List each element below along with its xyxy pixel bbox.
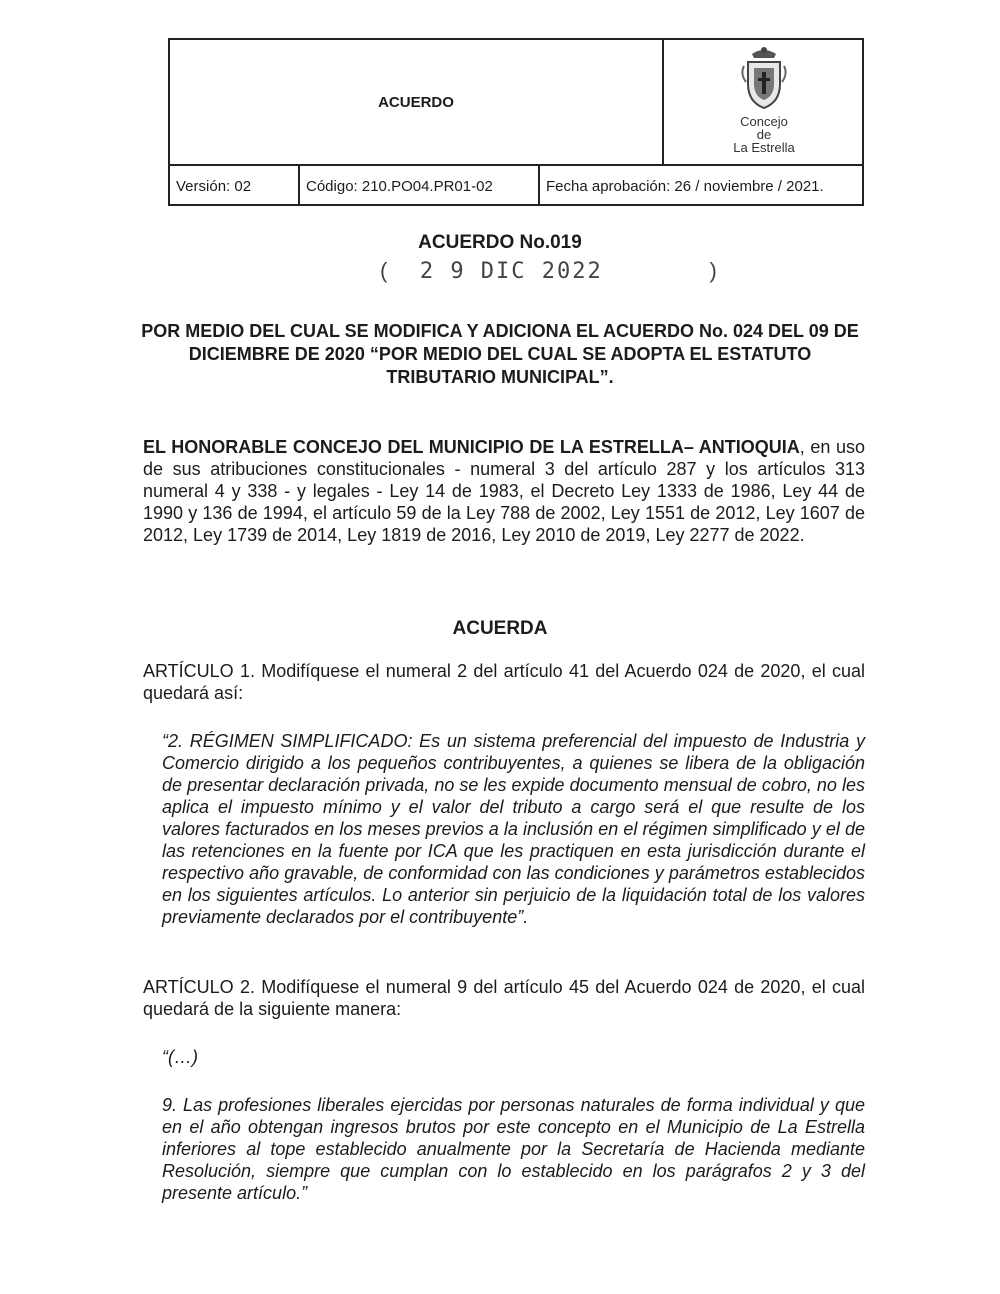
- date-stamp: [380, 258, 719, 284]
- fecha-aprobacion-cell: Fecha aprobación: 26 / noviembre / 2021.: [546, 177, 824, 195]
- articulo-1-quote: “2. RÉGIMEN SIMPLIFICADO: Es un sistema preferencial del impuesto de Industria y Comercio dirigido a los pequeños contribuyentes, a quienes se libera de la obligación de presentar declaración privada, no se les expide documento mensual de cobro, no les aplica el impuesto mínimo y el valor del tributo a cargo será el que resulte de los valores facturados en los meses previos a la inclusión en el régimen simplificado y el de las retenciones en la fuente por ICA que les practiquen en esta jurisdicción durante el respectivo año gravable, de conformidad con las condiciones y parámetros establecidos en los siguientes artículos. Lo anterior sin perjuicio de la liquidación total de los valores previamente declarados por el contribuyente”.: [162, 731, 865, 927]
- coat-of-arms-icon: [734, 44, 794, 110]
- codigo-cell: Código: 210.PO04.PR01-02: [300, 166, 540, 206]
- acuerdo-number: ACUERDO No.019: [418, 232, 582, 253]
- header-meta-row: [170, 166, 862, 206]
- logo-line-1: Concejo: [740, 114, 788, 129]
- articulo-2-ellipsis: “(…): [162, 1047, 198, 1067]
- articulo-1-text: ARTÍCULO 1. Modifíquese el numeral 2 del artículo 41 del Acuerdo 024 de 2020, el cual quedará así:: [143, 661, 865, 703]
- header-title: ACUERDO: [170, 40, 664, 164]
- concejo-logo: [664, 40, 864, 164]
- preamble: [143, 436, 865, 546]
- logo-line-2: de: [756, 127, 772, 142]
- stamp-date: 2 9 DIC 2022: [419, 259, 603, 284]
- version-cell: Versión: 02: [170, 166, 300, 206]
- header-top-row: [170, 40, 862, 166]
- stamp-close-paren: ): [709, 258, 719, 283]
- articulo-2-text: ARTÍCULO 2. Modifíquese el numeral 9 del artículo 45 del Acuerdo 024 de 2020, el cual quedará de la siguiente manera:: [143, 977, 865, 1019]
- preamble-entity: EL HONORABLE CONCEJO DEL MUNICIPIO DE LA ESTRELLA– ANTIOQUIA: [143, 437, 800, 457]
- document-subject: POR MEDIO DEL CUAL SE MODIFICA Y ADICIONA EL ACUERDO No. 024 DEL 09 DE DICIEMBRE DE 2020 “POR MEDIO DEL CUAL SE ADOPTA EL ESTATUTO TRIBUTARIO MUNICIPAL”.: [141, 321, 859, 387]
- stamp-open-paren: (: [380, 258, 390, 283]
- document-header-table: [168, 38, 864, 206]
- preamble-text: , en uso de sus atribuciones constitucionales - numeral 3 del artículo 287 y los artículos 313 numeral 4 y 338 - y legales - Ley 14 de 1983, el Decreto Ley 1333 de 1986, Ley 44 de 1990 y 136 de 1994, el artículo 59 de la Ley 788 de 2002, Ley 1551 de 2012, Ley 1607 de 2012, Ley 1739 de 2014, Ley 1819 de 2016, Ley 2010 de 2019, Ley 2277 de 2022.: [143, 437, 866, 545]
- acuerda-heading: ACUERDA: [452, 618, 548, 639]
- logo-line-3: La Estrella: [733, 140, 795, 155]
- articulo-2-quote: 9. Las profesiones liberales ejercidas por personas naturales de forma individual y que en el año obtengan ingresos brutos por este concepto en el Municipio de La Estrella inferiores al tope establecido anualmente por la Secretaría de Hacienda mediante Resolución, siempre que cumplan con lo establecido en los parágrafos 2 y 3 del presente artículo.”: [162, 1095, 865, 1203]
